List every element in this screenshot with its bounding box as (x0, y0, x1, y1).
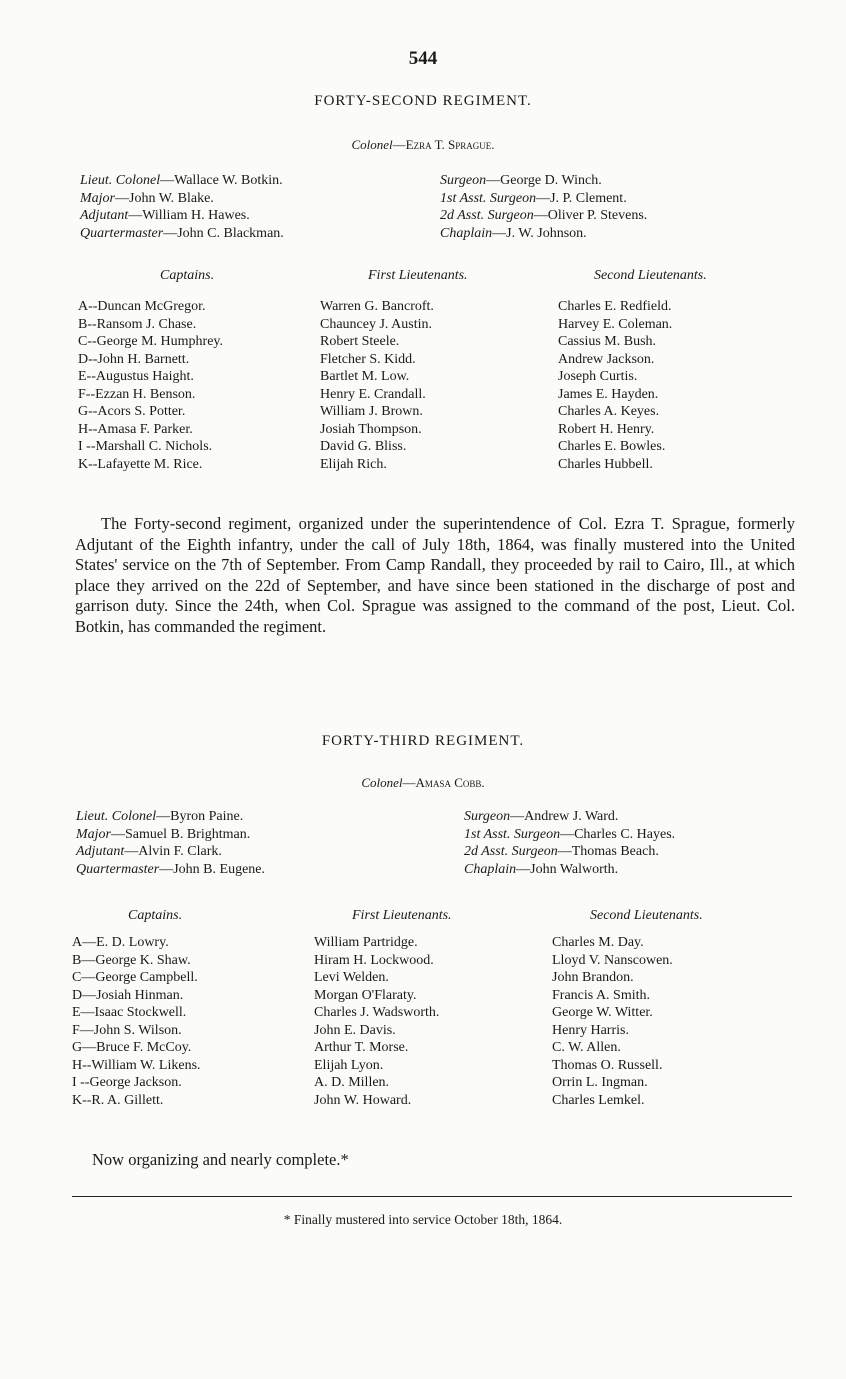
staff-name: John Walworth. (530, 861, 619, 877)
second-lieutenant-name: Lloyd V. Nanscowen. (552, 952, 673, 968)
captain-name: I --Marshall C. Nichols. (78, 439, 213, 454)
second-lieutenant-name: Charles E. Redfield. (558, 299, 672, 314)
staff-row: Lieut. Colonel—Byron Paine. Surgeon—Andrew J. Ward. (76, 809, 619, 824)
second-lieutenant-name: Charles M. Day. (552, 935, 644, 950)
colonel-label: Colonel (361, 775, 403, 790)
second-lieutenant-name: Charles Hubbell. (558, 456, 653, 472)
staff-role: Surgeon (440, 173, 487, 188)
colonel-name: Ezra T. Sprague. (405, 137, 495, 152)
company-row (72, 934, 772, 952)
staff-name: John C. Blackman. (177, 225, 284, 241)
second-lieutenant-name: Andrew Jackson. (558, 351, 655, 367)
first-lieutenant-name: Arthur T. Morse. (314, 1040, 409, 1055)
captain-name: G—Bruce F. McCoy. (72, 1040, 192, 1055)
company-row (72, 1004, 772, 1022)
first-lieutenant-name: Elijah Rich. (320, 456, 387, 472)
staff-name: John W. Blake. (129, 190, 214, 206)
staff-role: 2d Asst. Surgeon (440, 208, 534, 223)
company-row (72, 1022, 772, 1040)
staff-role: 1st Asst. Surgeon (464, 826, 561, 842)
captain-name: K--R. A. Gillett. (72, 1092, 164, 1108)
header-second-lieutenants: Second Lieutenants. (594, 268, 707, 283)
captain-name: E—Isaac Stockwell. (72, 1005, 187, 1020)
company-row (72, 1039, 772, 1057)
captain-name: E--Augustus Haight. (78, 369, 194, 384)
colonel-line: Colonel—Ezra T. Sprague. (351, 137, 495, 152)
first-lieutenant-name: William Partridge. (314, 935, 418, 950)
table-header (72, 908, 772, 924)
first-lieutenant-name: Morgan O'Flaraty. (314, 987, 417, 1003)
first-lieutenant-name: Chauncey J. Austin. (320, 316, 432, 332)
second-lieutenant-name: Thomas O. Russell. (552, 1057, 663, 1073)
staff-row: Major—John W. Blake. 1st Asst. Surgeon—J. P. Clement. (80, 190, 627, 206)
header-first-lieutenants: First Lieutenants. (352, 908, 452, 923)
table-header (78, 268, 778, 284)
captain-name: F--Ezzan H. Benson. (78, 386, 196, 402)
company-row (78, 386, 778, 404)
company-row (78, 403, 778, 421)
first-lieutenant-name: John W. Howard. (314, 1092, 412, 1108)
staff-row: Adjutant—Alvin F. Clark. 2d Asst. Surgeon—Thomas Beach. (76, 844, 659, 859)
company-row (78, 351, 778, 369)
second-lieutenant-name: Cassius M. Bush. (558, 334, 657, 349)
captain-name: H--William W. Likens. (72, 1057, 201, 1073)
company-officers-table (72, 908, 772, 1109)
captain-name: F—John S. Wilson. (72, 1022, 182, 1038)
staff-role: Adjutant (80, 208, 129, 223)
captain-name: H--Amasa F. Parker. (78, 421, 193, 437)
staff-name: J. W. Johnson. (506, 225, 587, 241)
company-row (72, 1057, 772, 1075)
second-lieutenant-name: Harvey E. Coleman. (558, 316, 673, 332)
captain-name: A—E. D. Lowry. (72, 935, 169, 950)
field-staff (80, 172, 780, 242)
staff-name: William H. Hawes. (142, 208, 250, 223)
staff-role: Surgeon (464, 809, 511, 824)
first-lieutenant-name: Henry E. Crandall. (320, 386, 426, 402)
second-lieutenant-name: Henry Harris. (552, 1022, 629, 1038)
first-lieutenant-name: David G. Bliss. (320, 439, 407, 454)
staff-name: John B. Eugene. (173, 861, 265, 877)
staff-role: 2d Asst. Surgeon (464, 844, 558, 859)
company-officers-table (78, 268, 778, 473)
company-row (72, 987, 772, 1005)
captain-name: A--Duncan McGregor. (78, 299, 206, 314)
colonel-line: Colonel—Amasa Cobb. (361, 775, 485, 790)
company-row (78, 368, 778, 386)
staff-role: Adjutant (76, 844, 125, 859)
staff-role: Lieut. Colonel (80, 173, 161, 188)
company-row (72, 969, 772, 987)
page-number: 544 (408, 48, 438, 69)
first-lieutenant-name: Hiram H. Lockwood. (314, 952, 434, 968)
company-row (72, 1092, 772, 1110)
company-row (78, 421, 778, 439)
company-row (78, 298, 778, 316)
staff-name: J. P. Clement. (550, 190, 627, 206)
field-staff (76, 808, 776, 878)
second-lieutenant-name: Charles E. Bowles. (558, 439, 666, 454)
captain-name: C--George M. Humphrey. (78, 334, 224, 349)
staff-role: Chaplain (464, 861, 517, 877)
company-row (78, 333, 778, 351)
regiment-title: FORTY-THIRD REGIMENT. (321, 733, 525, 749)
captain-name: K--Lafayette M. Rice. (78, 456, 203, 472)
captain-name: D—Josiah Hinman. (72, 987, 184, 1003)
company-row (78, 316, 778, 334)
staff-role: Major (76, 826, 111, 842)
staff-row: Major—Samuel B. Brightman. 1st Asst. Surgeon—Charles C. Hayes. (76, 826, 676, 842)
staff-role: Major (80, 190, 115, 206)
first-lieutenant-name: Robert Steele. (320, 334, 400, 349)
first-lieutenant-name: John E. Davis. (314, 1022, 396, 1038)
staff-role: Chaplain (440, 225, 493, 241)
staff-name: Andrew J. Ward. (524, 809, 619, 824)
captain-name: D--John H. Barnett. (78, 351, 190, 367)
second-lieutenant-name: Robert H. Henry. (558, 421, 655, 437)
footnote-rule (72, 1196, 792, 1197)
regiment-title: FORTY-SECOND REGIMENT. (314, 93, 532, 109)
first-lieutenant-name: William J. Brown. (320, 404, 423, 419)
staff-name: Thomas Beach. (571, 844, 659, 859)
second-lieutenant-name: John Brandon. (552, 970, 634, 985)
first-lieutenant-name: Charles J. Wadsworth. (314, 1005, 440, 1020)
colonel-label: Colonel (351, 137, 393, 152)
staff-name: Wallace W. Botkin. (174, 173, 283, 188)
staff-row: Quartermaster—John B. Eugene. Chaplain—John Walworth. (76, 861, 619, 877)
first-lieutenant-name: A. D. Millen. (314, 1075, 390, 1090)
header-first-lieutenants: First Lieutenants. (368, 268, 468, 283)
staff-name: Alvin F. Clark. (138, 844, 222, 859)
staff-role: 1st Asst. Surgeon (440, 190, 537, 206)
first-lieutenant-name: Bartlet M. Low. (320, 369, 410, 384)
company-row (72, 952, 772, 970)
staff-row: Quartermaster—John C. Blackman. Chaplain—J. W. Johnson. (80, 225, 587, 241)
company-row (78, 456, 778, 474)
first-lieutenant-name: Fletcher S. Kidd. (320, 351, 416, 367)
staff-role: Quartermaster (80, 225, 164, 241)
staff-name: Samuel B. Brightman. (125, 826, 251, 842)
captain-name: I --George Jackson. (72, 1075, 182, 1090)
second-lieutenant-name: Charles A. Keyes. (558, 404, 660, 419)
second-lieutenant-name: Orrin L. Ingman. (552, 1075, 648, 1090)
second-lieutenant-name: Joseph Curtis. (558, 369, 638, 384)
second-lieutenant-name: James E. Hayden. (558, 386, 659, 402)
first-lieutenant-name: Warren G. Bancroft. (320, 299, 434, 314)
header-captains: Captains. (160, 268, 215, 283)
header-captains: Captains. (128, 908, 183, 923)
first-lieutenant-name: Elijah Lyon. (314, 1057, 384, 1073)
colonel-name: Amasa Cobb. (415, 775, 485, 790)
staff-role: Lieut. Colonel (76, 809, 157, 824)
staff-role: Quartermaster (76, 861, 160, 877)
organizing-note: Now organizing and nearly complete.* (92, 1150, 349, 1169)
second-lieutenant-name: Francis A. Smith. (552, 987, 651, 1003)
staff-name: Byron Paine. (170, 809, 244, 824)
staff-name: Oliver P. Stevens. (547, 208, 648, 223)
first-lieutenant-name: Levi Welden. (314, 970, 389, 985)
captain-name: B—George K. Shaw. (72, 952, 191, 968)
staff-row: Lieut. Colonel—Wallace W. Botkin. Surgeon—George D. Winch. (80, 173, 602, 188)
captain-name: C—George Campbell. (72, 970, 198, 985)
company-row (72, 1074, 772, 1092)
staff-row: Adjutant—William H. Hawes. 2d Asst. Surgeon—Oliver P. Stevens. (80, 208, 648, 223)
staff-name: Charles C. Hayes. (574, 826, 676, 842)
second-lieutenant-name: George W. Witter. (552, 1005, 653, 1020)
company-row (78, 438, 778, 456)
history-paragraph: The Forty-second regiment, organized under the superintendence of Col. Ezra T. Sprague, formerly Adjutant of the Eighth infantry, under the call of July 18th, 1864, was finally mustered into the United States' service on the 7th of September. From Camp Randall, they proceeded by rail to Cairo, Ill., at which place they arrived on the 22d of September, and have since been stationed in the discharge of post and garrison duty. Since the 24th, when Col. Sprague was assigned to the command of the post, Lieut. Col. Botkin, has commanded the regiment. (75, 514, 795, 636)
first-lieutenant-name: Josiah Thompson. (320, 421, 422, 437)
second-lieutenant-name: Charles Lemkel. (552, 1092, 645, 1108)
second-lieutenant-name: C. W. Allen. (552, 1040, 621, 1055)
footnote: * Finally mustered into service October 18th, 1864. (283, 1212, 563, 1227)
staff-name: George D. Winch. (500, 173, 602, 188)
header-second-lieutenants: Second Lieutenants. (590, 908, 703, 923)
captain-name: G--Acors S. Potter. (78, 404, 186, 419)
captain-name: B--Ransom J. Chase. (78, 316, 197, 332)
